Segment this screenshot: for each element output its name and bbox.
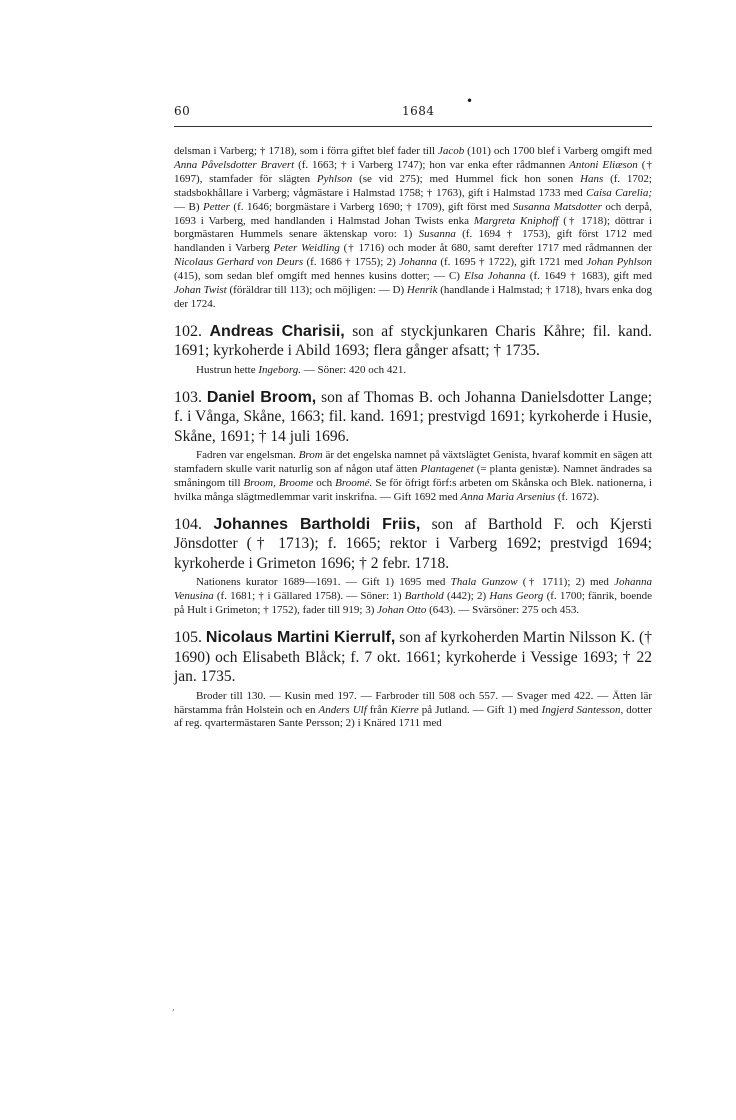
entry-103: 103. Daniel Broom, son af Thomas B. och Johanna Danielsdotter Lange; f. i Vånga, Skåne, 1663; fil. kand. 1691; prestvigd 1691; kyrkoherde i Husie, Skåne, 1691; † 14 juli 1696.: [174, 388, 652, 445]
running-header: [174, 94, 652, 122]
entry-number: 105.: [174, 629, 202, 647]
entry-102: 102. Andreas Charisii, son af styckjunkaren Charis Kåhre; fil. kand. 1691; kyrkoherde i Abild 1693; flera gånger afsatt; † 1735.: [174, 322, 653, 360]
entry-name: Andreas Charisii,: [209, 322, 345, 340]
entry-name: Daniel Broom,: [206, 388, 317, 406]
entry-name: Johannes Bartholdi Friis,: [213, 515, 421, 533]
entry-number: 104.: [174, 515, 202, 533]
stray-mark: ,: [172, 1003, 175, 1013]
entry-number: 102.: [174, 322, 202, 340]
entry-104-note: Nationens kurator 1689—1691. — Gift 1) 1695 med Thala Gunzow († 1711); 2) med Johanna Venusina (f. 1681; † i Gällared 1758). — Söner: 1) Barthold (442); 2) Hans Georg (f. 1700; fänrik, boende på Hult i Grimeton; † 1752), fader till 919; 3) Johan Otto (643). — Svärsöner: 275 och 453.: [174, 576, 652, 617]
header-rule: [174, 126, 652, 127]
entry-103-note: Fadren var engelsman. Brom är det engelska namnet på växtslägtet Genista, hvaraf kommit en sägen att stamfadern skulle varit naturlig son af någon utaf ätten Plantagenet (= planta genistæ). Namnet ändrades sa småningom till Broom, Broome och Broomé. Se för öfrigt förf:s arbeten om Skånska och Blek. nationerna, i hvilka många slägtmedlemmar varit inskrifna. — Gift 1692 med Anna Maria Arsenius (f. 1672).: [174, 449, 653, 503]
entry-number: 103.: [174, 388, 202, 406]
page-number: 60: [174, 104, 191, 118]
ink-dot: •: [466, 94, 474, 108]
entry-name: Nicolaus Martini Kierrulf,: [205, 629, 396, 647]
book-page: [174, 94, 653, 731]
header-year: 1684: [402, 104, 435, 118]
entry-105-note: Broder till 130. — Kusin med 197. — Farbroder till 508 och 557. — Svager med 422. — Ätten lär härstamma från Holstein och en Anders Ulf från Kierre på Jutland. — Gift 1) med Ingjerd Santesson, dotter af reg. qvartermästaren Sante Persson; 2) i Knäred 1711 med: [174, 689, 652, 730]
continued-paragraph: delsman i Varberg; † 1718), som i förra giftet blef fader till Jacob (101) och 1700 blef i Varberg omgift med Anna Påvelsdotter Bravert (f. 1663; † i Varberg 1747); hon var enka efter rådmannen Antoni Eliæson († 1697), stamfader för slägten Pyhlson (se vid 275); med Hummel fick hon sonen Hans (f. 1702; stadsbokhållare i Varberg; vågmästare i Halmstad 1758; † 1763), gift i Halmstad 1733 med Caisa Carelia; — B) Petter (f. 1646; borgmästare i Varberg 1690; † 1709), gift först med Susanna Matsdotter och derpå, 1693 i Varberg, med handlanden i Halmstad Johan Twists enka Margreta Kniphoff († 1718); döttrar i borgmästaren Hummels senare äktenskap voro: 1) Susanna (f. 1694 † 1753), gift först 1712 med handlanden i Varberg Peter Weidling († 1716) och moder åt 680, samt derefter 1717 med rådmannen der Nicolaus Gerhard von Deurs (f. 1686 † 1755); 2) Johanna (f. 1695 † 1722), gift 1721 med Johan Pyhlson (415), som sedan blef omgift med hennes kusins dotter; — C) Elsa Johanna (f. 1649 † 1683), gift med Johan Twist (föräldrar till 113); och möjligen: — D) Henrik (handlande i Halmstad; † 1718), hvars enka dog der 1724.: [174, 145, 653, 310]
entry-104: 104. Johannes Bartholdi Friis, son af Barthold F. och Kjersti Jönsdotter († 1713); f. 1665; rektor i Varberg 1692; prestvigd 1694; kyrkoherde i Grimeton 1696; † 2 febr. 1718.: [174, 515, 653, 572]
entry-102-note: Hustrun hette Ingeborg. — Söner: 420 och 421.: [196, 363, 407, 376]
entry-105: 105. Nicolaus Martini Kierrulf, son af kyrkoherden Martin Nilsson K. († 1690) och Elisabeth Blåck; f. 7 okt. 1661; kyrkoherde i Vessige 1693; † 22 jan. 1735.: [174, 629, 652, 686]
